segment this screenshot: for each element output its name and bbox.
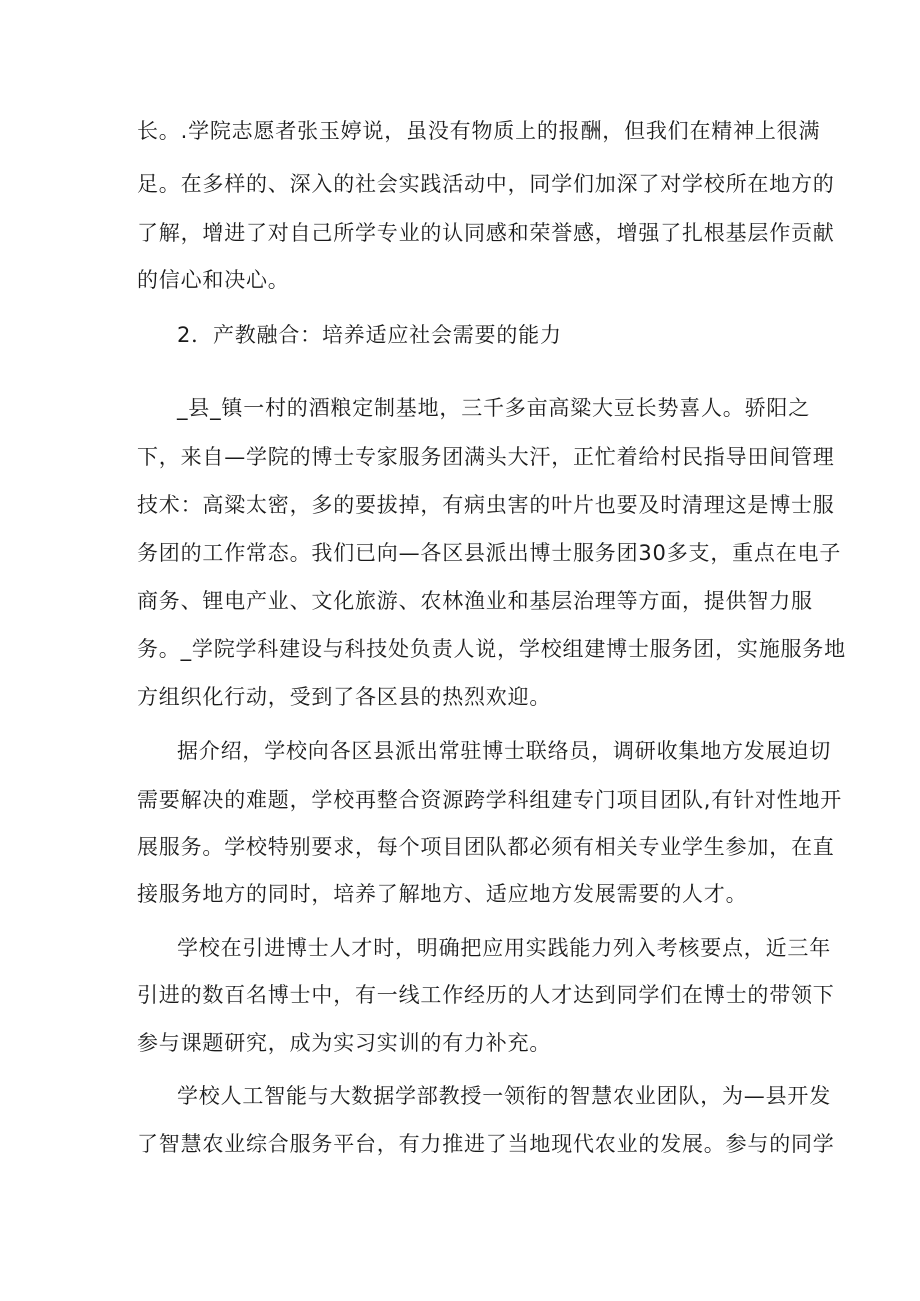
- text-line: 需要解决的难题，学校再整合资源跨学科组建专门项目团队,有针对性地开: [137, 788, 843, 812]
- text-line: 据介绍，学校向各区县派出常驻博士联络员，调研收集地方发展迫切: [177, 739, 831, 763]
- text-line: 长。.学院志愿者张玉婷说，虽没有物质上的报酬，但我们在精神上很满: [137, 119, 821, 143]
- text-line: 了解，增进了对自己所学专业的认同感和荣誉感，增强了扎根基层作贡献: [137, 221, 835, 245]
- text-line: 学校人工智能与大数据学部教授一领衔的智慧农业团队，为—县开发: [177, 1084, 831, 1108]
- text-line: 技术：高粱太密，多的要拔掉，有病虫害的叶片也要及时清理这是博士服: [137, 493, 835, 517]
- text-line: 了智慧农业综合服务平台，有力推进了当地现代农业的发展。参与的同学: [137, 1132, 835, 1156]
- text-line: 足。在多样的、深入的社会实践活动中，同学们加深了对学校所在地方的: [137, 172, 835, 196]
- text-line: 接服务地方的同时，培养了解地方、适应地方发展需要的人才。: [137, 882, 748, 906]
- text-line: 方组织化行动，受到了各区县的热烈欢迎。: [137, 685, 552, 709]
- text-line: 展服务。学校特别要求，每个项目团队都必须有相关专业学生参加，在直: [137, 835, 835, 859]
- text-line: 引进的数百名博士中，有一线工作经历的人才达到同学们在博士的带领下: [137, 983, 835, 1007]
- text-line: 务团的工作常态。我们已向—各区县派出博士服务团30多支，重点在电子: [137, 541, 842, 565]
- text-line: _县_镇一村的酒粮定制基地，三千多亩高粱大豆长势喜人。骄阳之: [177, 396, 810, 420]
- text-line: 参与课题研究，成为实习实训的有力补充。: [137, 1031, 552, 1055]
- text-line: 下，来自—学院的博士专家服务团满头大汗，正忙着给村民指导田间管理: [137, 445, 835, 469]
- text-line: 的信心和决心。: [137, 268, 290, 292]
- section-heading: 2．产教融合：培养适应社会需要的能力: [177, 323, 562, 347]
- text-line: 务。_学院学科建设与科技处负责人说，学校组建博士服务团，实施服务地: [137, 637, 846, 661]
- text-line: 学校在引进博士人才时，明确把应用实践能力列入考核要点，近三年: [177, 936, 831, 960]
- text-line: 商务、锂电产业、文化旅游、农林渔业和基层治理等方面，提供智力服: [137, 589, 813, 613]
